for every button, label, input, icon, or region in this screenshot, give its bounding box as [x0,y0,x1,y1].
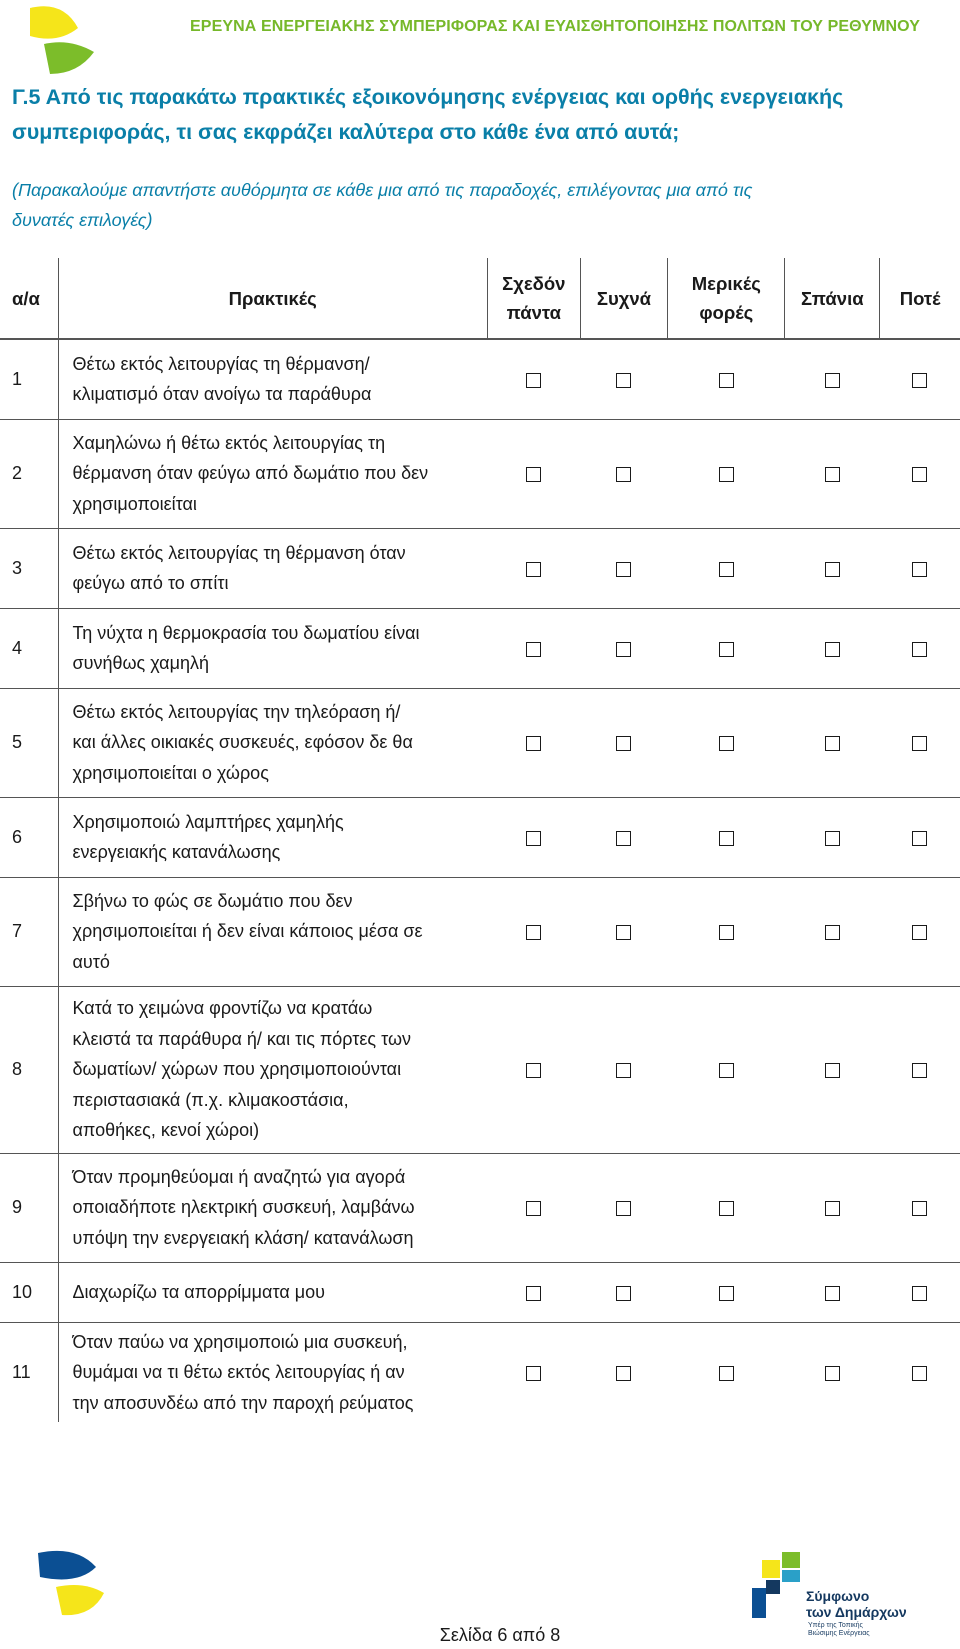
option-cell-rarely [785,986,880,1153]
question-line: Γ.5 Από τις παρακάτω πρακτικές εξοικονόμησης ενέργειας και ορθής ενεργειακής [12,85,844,109]
option-cell-sometimes [668,986,785,1153]
checkbox-sometimes[interactable] [719,373,734,388]
option-cell-almost-always [487,797,580,877]
row-number: 1 [0,339,58,419]
covenant-of-mayors-logo-icon [752,1550,812,1630]
practice-line: και άλλες οικιακές συσκευές, εφόσον δε θα [72,732,413,753]
practice-line: δωματίων/ χώρων που χρησιμοποιούνται [72,1059,402,1080]
checkbox-rarely[interactable] [825,1063,840,1078]
checkbox-almost-always[interactable] [526,467,541,482]
practice-line: την αποσυνδέω από την παροχή ρεύματος [72,1392,414,1413]
practice-line: υπόψη την ενεργειακή κλάση/ κατανάλωση [72,1227,414,1248]
option-cell-never [880,877,960,986]
practice-line: κλιματισμό όταν ανοίγω τα παράθυρα [72,384,372,405]
checkbox-often[interactable] [616,1201,631,1216]
table-row [0,986,960,1153]
question-instruction [12,175,900,235]
practice-line: Θέτω εκτός λειτουργίας τη θέρμανση/ [72,353,370,374]
option-cell-sometimes [668,528,785,608]
option-cell-almost-always [487,688,580,797]
option-cell-rarely [785,1153,880,1262]
option-cell-almost-always [487,1322,580,1422]
header-sometimes-line: φορές [699,302,754,323]
checkbox-often[interactable] [616,925,631,940]
option-cell-often [580,528,668,608]
header-practice: Πρακτικές [58,258,487,339]
practice-line: Όταν προμηθεύομαι ή αναζητώ για αγορά [72,1166,406,1187]
checkbox-rarely[interactable] [825,562,840,577]
option-cell-never [880,339,960,419]
practice-text [58,1322,487,1422]
covenant-brand-name [806,1588,907,1620]
checkbox-never[interactable] [912,1063,927,1078]
table-row [0,797,960,877]
survey-header-title: ΕΡΕΥΝΑ ΕΝΕΡΓΕΙΑΚΗΣ ΣΥΜΠΕΡΙΦΟΡΑΣ ΚΑΙ ΕΥΑΙΣΘΗΤΟΠΟΙΗΣΗΣ ΠΟΛΙΤΩΝ ΤΟΥ ΡΕΘΥΜΝΟΥ [190,18,920,35]
option-cell-sometimes [668,1322,785,1422]
checkbox-often[interactable] [616,642,631,657]
checkbox-sometimes[interactable] [719,831,734,846]
checkbox-never[interactable] [912,1286,927,1301]
option-cell-sometimes [668,608,785,688]
checkbox-often[interactable] [616,373,631,388]
page-number: Σελίδα 6 από 8 [439,1625,561,1645]
header-almost-always-line: πάντα [506,302,561,323]
table-row [0,1153,960,1262]
practice-text [58,688,487,797]
checkbox-never[interactable] [912,373,927,388]
header-almost-always [487,258,580,339]
option-cell-sometimes [668,419,785,528]
header-often: Συχνά [580,258,668,339]
checkbox-rarely[interactable] [825,642,840,657]
question-title [12,80,930,150]
checkbox-sometimes[interactable] [719,642,734,657]
practice-line: οποιαδήποτε ηλεκτρική συσκευή, λαμβάνω [72,1197,415,1218]
option-cell-sometimes [668,1262,785,1322]
instruction-line: (Παρακαλούμε απαντήστε αυθόρμητα σε κάθε μια από τις παραδοχές, επιλέγοντας μια από τις [12,180,753,200]
checkbox-often[interactable] [616,1366,631,1381]
question-line: συμπεριφοράς, τι σας εκφράζει καλύτερα στο κάθε ένα από αυτά; [12,120,680,144]
checkbox-often[interactable] [616,736,631,751]
option-cell-rarely [785,1322,880,1422]
checkbox-sometimes[interactable] [719,925,734,940]
practice-text [58,986,487,1153]
checkbox-rarely[interactable] [825,467,840,482]
row-number: 3 [0,528,58,608]
checkbox-never[interactable] [912,1366,927,1381]
checkbox-never[interactable] [912,467,927,482]
brand-line: Σύμφωνο [806,1588,870,1604]
checkbox-almost-always[interactable] [526,1201,541,1216]
practice-text [58,528,487,608]
checkbox-often[interactable] [616,1063,631,1078]
practice-line: Θέτω εκτός λειτουργίας την τηλεόραση ή/ [72,701,401,722]
option-cell-sometimes [668,1153,785,1262]
checkbox-rarely[interactable] [825,1201,840,1216]
table-row [0,1322,960,1422]
option-cell-often [580,419,668,528]
table-row [0,339,960,419]
option-cell-never [880,797,960,877]
practice-text [58,419,487,528]
practice-text [58,1153,487,1262]
header-sometimes [668,258,785,339]
option-cell-rarely [785,608,880,688]
table-row [0,608,960,688]
header-sometimes-line: Μερικές [691,273,761,294]
practice-text [58,877,487,986]
practice-line: χρησιμοποιείται [72,493,197,514]
checkbox-often[interactable] [616,467,631,482]
practice-line: συνήθως χαμηλή [72,653,209,673]
checkbox-rarely[interactable] [825,373,840,388]
checkbox-almost-always[interactable] [526,642,541,657]
checkbox-almost-always[interactable] [526,1366,541,1381]
option-cell-almost-always [487,528,580,608]
row-number: 9 [0,1153,58,1262]
rethymno-logo-icon [8,0,108,78]
tagline-line: Βιώσιμης Ενέργειας [808,1630,870,1637]
option-cell-almost-always [487,877,580,986]
checkbox-sometimes[interactable] [719,467,734,482]
practice-line: περιστασιακά (π.χ. κλιμακοστάσια, [72,1089,349,1110]
practice-text [58,339,487,419]
row-number: 2 [0,419,58,528]
rethymno-logo-icon [38,1547,118,1625]
option-cell-often [580,608,668,688]
checkbox-never[interactable] [912,1201,927,1216]
row-number: 11 [12,1362,31,1382]
practices-table [0,258,960,1422]
checkbox-rarely[interactable] [825,925,840,940]
checkbox-almost-always[interactable] [526,1286,541,1301]
option-cell-sometimes [668,339,785,419]
table-row [0,877,960,986]
practice-line: Χαμηλώνω ή θέτω εκτός λειτουργίας τη [72,432,386,453]
option-cell-almost-always [487,1153,580,1262]
checkbox-never[interactable] [912,925,927,940]
checkbox-never[interactable] [912,831,927,846]
practice-line: χρησιμοποιείται ο χώρος [72,762,269,783]
practice-text [58,1262,487,1322]
practice-line: αποθήκες, κενοί χώροι) [72,1120,260,1141]
table-row [0,1262,960,1322]
checkbox-often[interactable] [616,1286,631,1301]
checkbox-often[interactable] [616,831,631,846]
checkbox-never[interactable] [912,562,927,577]
checkbox-rarely[interactable] [825,1286,840,1301]
row-number: 10 [0,1262,58,1322]
checkbox-almost-always[interactable] [526,925,541,940]
option-cell-never [880,1322,960,1422]
table-header-row [0,258,960,339]
option-cell-often [580,1153,668,1262]
practice-line: Όταν παύω να χρησιμοποιώ μια συσκευή, [72,1331,408,1352]
checkbox-almost-always[interactable] [526,736,541,751]
checkbox-sometimes[interactable] [719,736,734,751]
practice-line: χρησιμοποιείται ή δεν είναι κάποιος μέσα σε [72,921,423,942]
checkbox-sometimes[interactable] [719,1366,734,1381]
practice-line: θυμάμαι να τι θέτω εκτός λειτουργίας ή αν [72,1362,405,1382]
instruction-line: δυνατές επιλογές) [12,210,153,230]
checkbox-sometimes[interactable] [719,1286,734,1301]
checkbox-often[interactable] [616,562,631,577]
option-cell-rarely [785,1262,880,1322]
practice-line: φεύγω από το σπίτι [72,573,229,593]
checkbox-rarely[interactable] [825,831,840,846]
checkbox-never[interactable] [912,642,927,657]
practice-text [58,608,487,688]
table-row [0,528,960,608]
checkbox-never[interactable] [912,736,927,751]
header-index: α/α [0,258,58,339]
option-cell-almost-always [487,339,580,419]
option-cell-often [580,1262,668,1322]
checkbox-rarely[interactable] [825,1366,840,1381]
practice-text [58,797,487,877]
option-cell-never [880,608,960,688]
option-cell-often [580,688,668,797]
option-cell-almost-always [487,986,580,1153]
option-cell-sometimes [668,877,785,986]
option-cell-never [880,986,960,1153]
checkbox-almost-always[interactable] [526,562,541,577]
option-cell-sometimes [668,688,785,797]
practice-line: Σβήνω το φώς σε δωμάτιο που δεν [72,890,353,911]
option-cell-often [580,1322,668,1422]
header-never: Ποτέ [880,258,960,339]
option-cell-rarely [785,339,880,419]
practice-line: θέρμανση όταν φεύγω από δωμάτιο που δεν [72,463,429,484]
row-number: 6 [0,797,58,877]
practice-line: Θέτω εκτός λειτουργίας τη θέρμανση όταν [72,542,406,563]
practice-line: Διαχωρίζω τα απορρίμματα μου [72,1281,325,1302]
tagline-line: Υπέρ της Τοπικής [808,1622,863,1629]
option-cell-rarely [785,688,880,797]
option-cell-sometimes [668,797,785,877]
option-cell-rarely [785,419,880,528]
row-number: 5 [0,688,58,797]
option-cell-often [580,339,668,419]
checkbox-almost-always[interactable] [526,373,541,388]
practice-line: Τη νύχτα η θερμοκρασία του δωματίου είναι [72,622,420,643]
option-cell-rarely [785,877,880,986]
practice-line: αυτό [72,951,110,972]
checkbox-almost-always[interactable] [526,1063,541,1078]
option-cell-rarely [785,797,880,877]
option-cell-almost-always [487,419,580,528]
checkbox-sometimes[interactable] [719,562,734,577]
table-row [0,688,960,797]
header-almost-always-line: Σχεδόν [502,273,566,294]
checkbox-sometimes[interactable] [719,1201,734,1216]
row-number: 8 [0,986,58,1153]
brand-line: των Δημάρχων [806,1604,907,1620]
option-cell-never [880,419,960,528]
option-cell-never [880,1262,960,1322]
option-cell-often [580,877,668,986]
option-cell-never [880,688,960,797]
option-cell-often [580,797,668,877]
practice-line: κλειστά τα παράθυρα ή/ και τις πόρτες των [72,1028,412,1049]
practice-line: Χρησιμοποιώ λαμπτήρες χαμηλής [72,811,344,832]
practice-line: ενεργειακής κατανάλωσης [72,842,281,862]
option-cell-never [880,528,960,608]
option-cell-never [880,1153,960,1262]
table-row [0,419,960,528]
checkbox-sometimes[interactable] [719,1063,734,1078]
option-cell-rarely [785,528,880,608]
practice-line: Κατά το χειμώνα φροντίζω να κρατάω [72,998,373,1019]
row-number: 7 [0,877,58,986]
header-rarely: Σπάνια [785,258,880,339]
checkbox-almost-always[interactable] [526,831,541,846]
option-cell-often [580,986,668,1153]
checkbox-rarely[interactable] [825,736,840,751]
row-number: 4 [0,608,58,688]
option-cell-almost-always [487,1262,580,1322]
option-cell-almost-always [487,608,580,688]
